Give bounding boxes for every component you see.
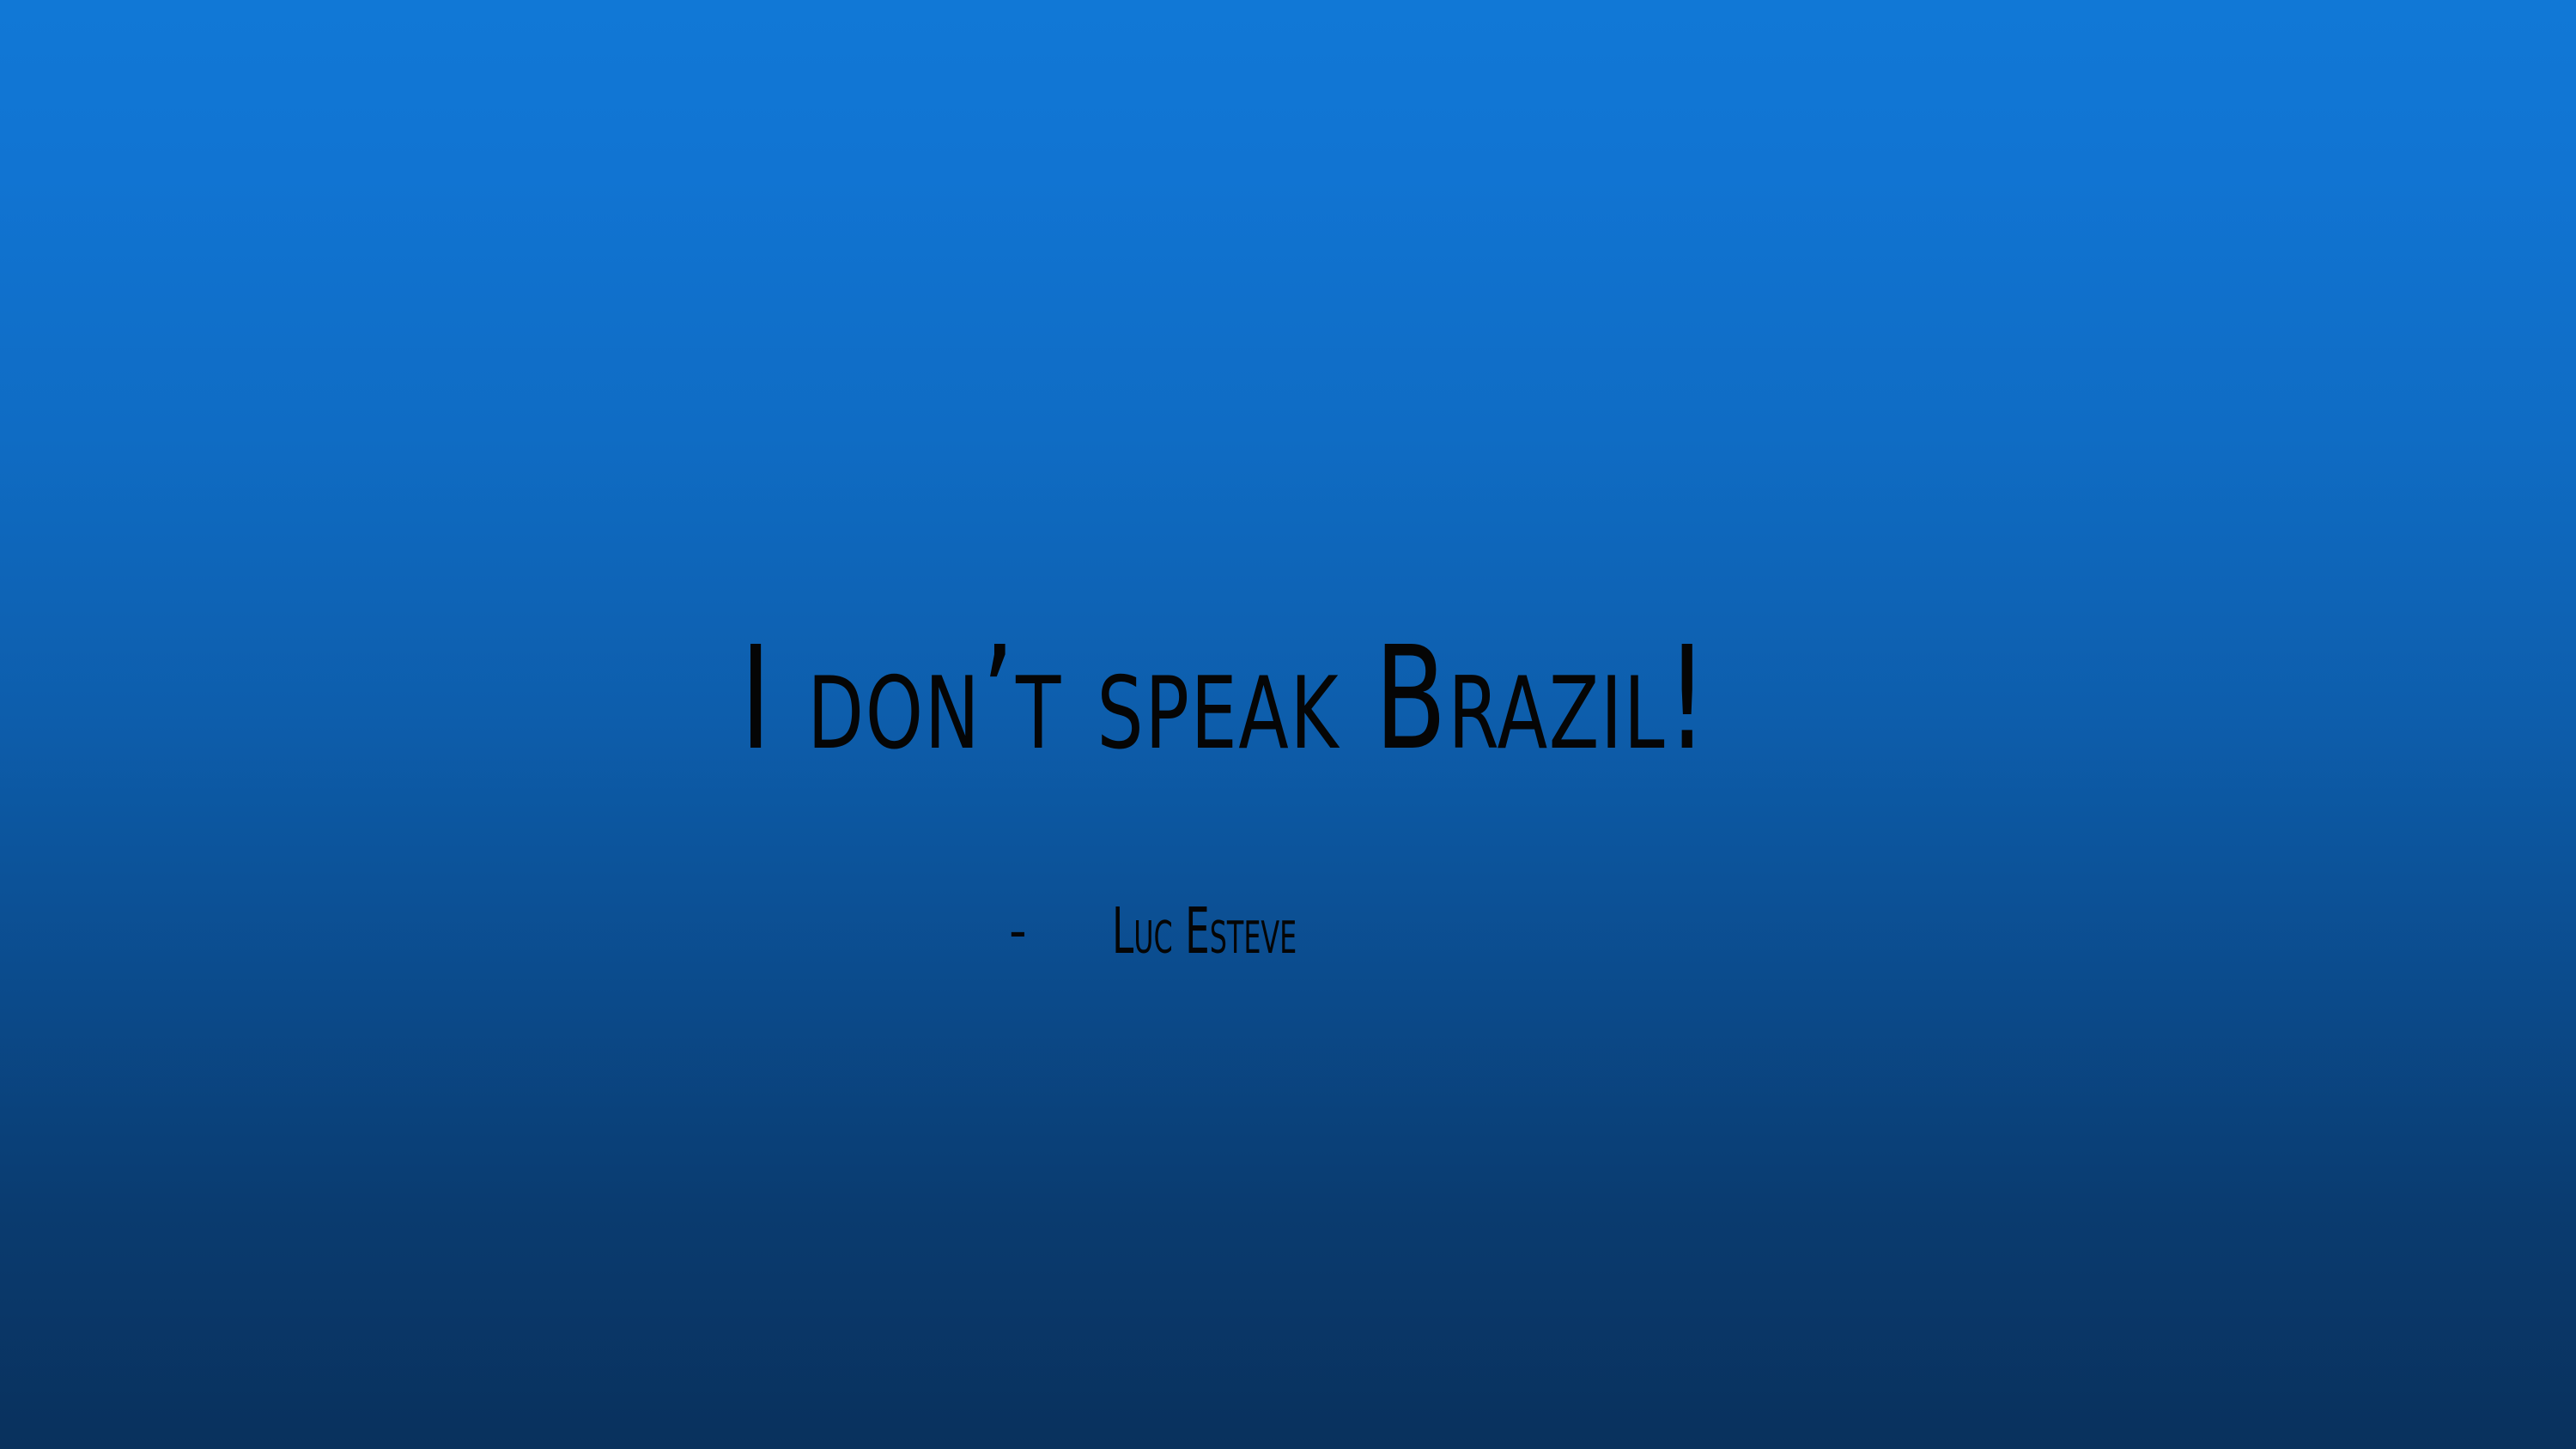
quote-text: I don’t speak Brazil! bbox=[740, 616, 1710, 782]
attribution-dash: - bbox=[1009, 900, 1027, 963]
author-name: Luc Esteve bbox=[1112, 894, 1297, 968]
